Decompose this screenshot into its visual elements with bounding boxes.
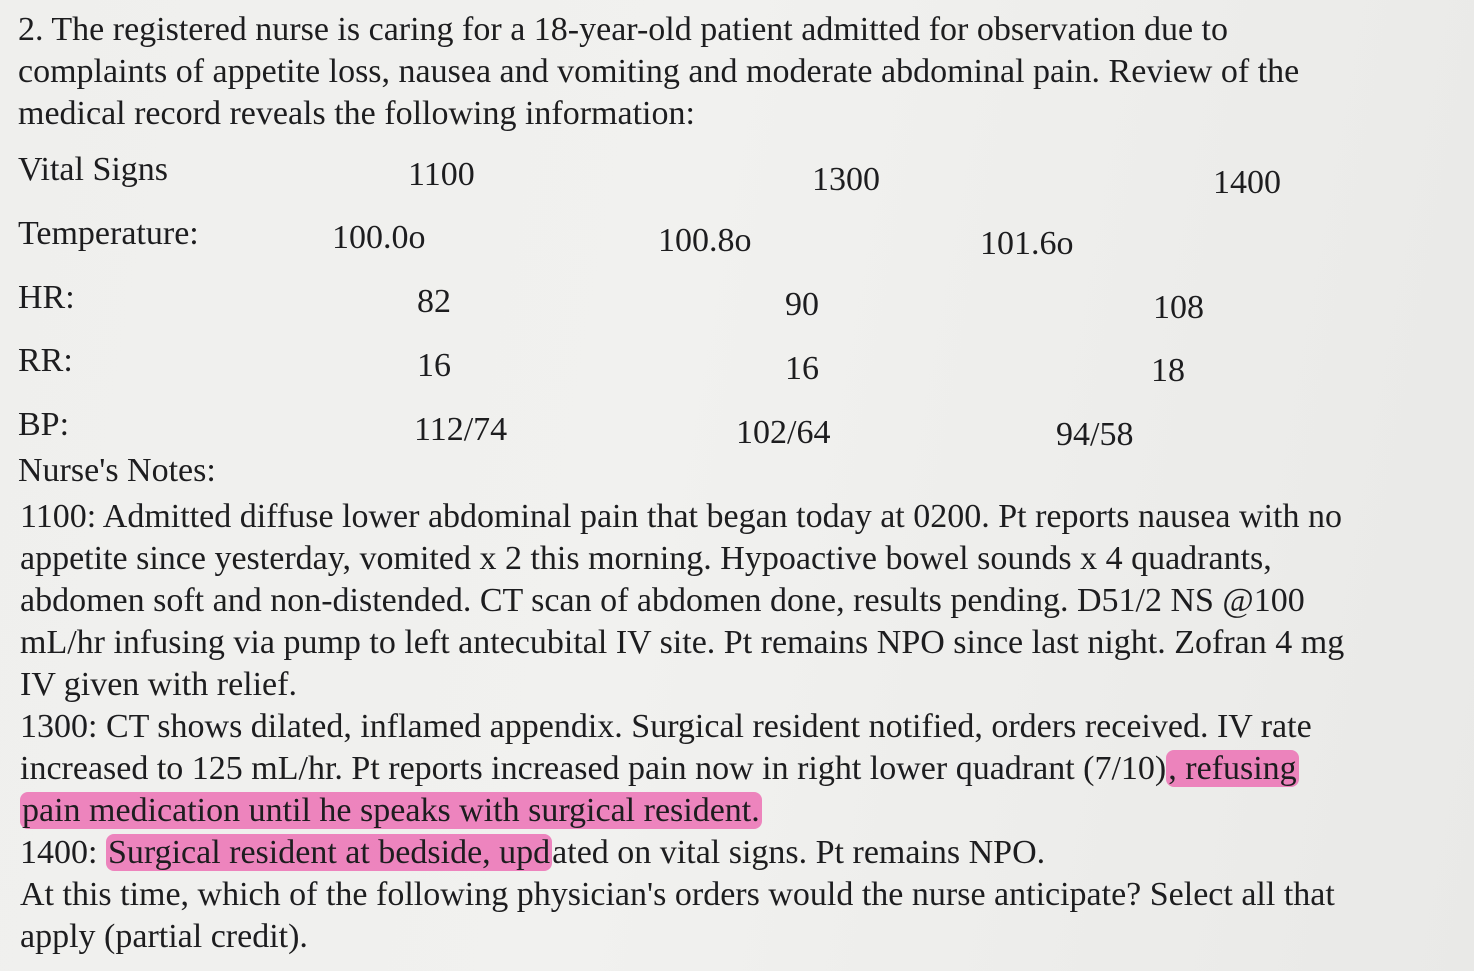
rr-value: 16 xyxy=(417,347,451,384)
rr-value: 16 xyxy=(785,350,819,387)
note-1400-text: ated on vital signs. Pt remains NPO. xyxy=(552,834,1046,871)
temperature-label: Temperature: xyxy=(18,215,199,252)
rr-label: RR: xyxy=(18,342,73,379)
temperature-value: 100.8o xyxy=(658,222,752,259)
note-1300-line-2 xyxy=(20,749,1299,789)
note-1100-line-1: 1100: Admitted diffuse lower abdominal pain that began today at 0200. Pt reports nausea with no xyxy=(20,498,1342,535)
note-1100-line-5: IV given with relief. xyxy=(20,666,297,703)
highlighted-text: pain medication until he speaks with surgical resident. xyxy=(22,792,760,829)
bp-value: 112/74 xyxy=(414,411,508,448)
note-1300-line-3 xyxy=(20,791,762,831)
hr-value: 82 xyxy=(417,283,451,320)
time-header-1400: 1400 xyxy=(1213,164,1281,201)
bp-value: 102/64 xyxy=(736,414,831,451)
hr-value: 108 xyxy=(1153,289,1204,326)
question-line-1: 2. The registered nurse is caring for a 18-year-old patient admitted for observation due to xyxy=(18,11,1229,48)
note-1300-line-1: 1300: CT shows dilated, inflamed appendix. Surgical resident notified, orders received. IV rate xyxy=(20,708,1312,745)
prompt-line-1: At this time, which of the following physician's orders would the nurse anticipate? Select all that xyxy=(20,876,1335,913)
time-header-1300: 1300 xyxy=(812,161,880,198)
temperature-value: 101.6o xyxy=(980,225,1074,262)
note-1300-text: increased to 125 mL/hr. Pt reports increased pain now in right lower quadrant (7/10) xyxy=(20,750,1167,787)
temperature-value: 100.0o xyxy=(332,219,426,256)
bp-value: 94/58 xyxy=(1056,416,1134,453)
note-1400-line xyxy=(20,833,1045,873)
question-line-3: medical record reveals the following information: xyxy=(18,95,695,132)
highlighted-text: Surgical resident at bedside, upd xyxy=(107,834,551,871)
note-1100-line-2: appetite since yesterday, vomited x 2 this morning. Hypoactive bowel sounds x 4 quadrants, xyxy=(20,540,1272,577)
note-1400-prefix: 1400: xyxy=(20,834,106,871)
highlighted-text: , refusing xyxy=(1168,750,1297,787)
time-header-1100: 1100 xyxy=(408,156,475,193)
hr-label: HR: xyxy=(18,279,75,316)
note-1100-line-4: mL/hr infusing via pump to left antecubital IV site. Pt remains NPO since last night. Zofran 4 mg xyxy=(20,624,1345,661)
hr-value: 90 xyxy=(785,286,819,323)
nurses-notes-heading: Nurse's Notes: xyxy=(18,452,216,489)
bp-label: BP: xyxy=(18,406,70,443)
rr-value: 18 xyxy=(1151,352,1185,389)
prompt-line-2: apply (partial credit). xyxy=(20,918,308,955)
question-line-2: complaints of appetite loss, nausea and vomiting and moderate abdominal pain. Review of the xyxy=(18,53,1300,90)
vital-signs-header: Vital Signs xyxy=(18,151,169,188)
note-1100-line-3: abdomen soft and non-distended. CT scan of abdomen done, results pending. D51/2 NS @100 xyxy=(20,582,1305,619)
